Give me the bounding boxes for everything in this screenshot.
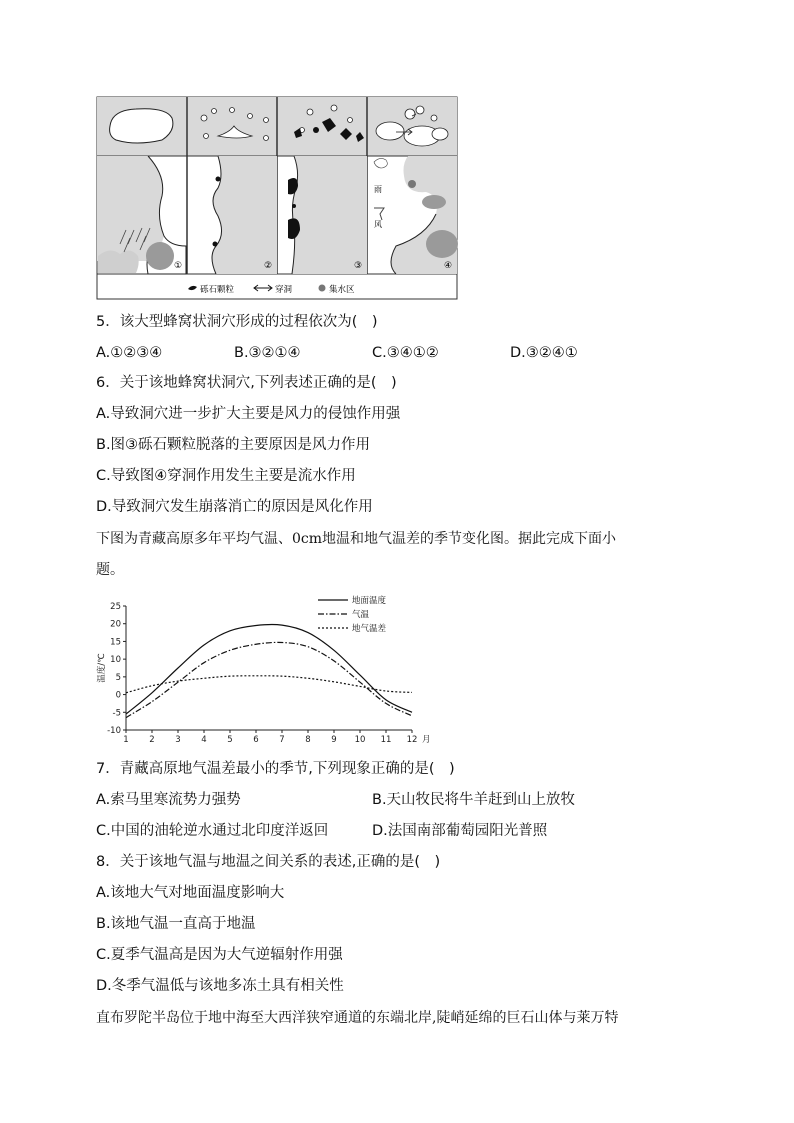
y-tick-label: -10 <box>107 726 121 736</box>
y-tick-label: 0 <box>115 690 121 701</box>
x-tick-label: 11 <box>380 735 392 745</box>
q6-option-c[interactable]: C.导致图④穿洞作用发生主要是流水作用 <box>96 468 356 484</box>
q5-option-d[interactable]: D.③②④① <box>510 345 578 361</box>
y-tick-label: 5 <box>115 672 121 683</box>
y-tick-label: 15 <box>110 637 121 648</box>
panel-2-section <box>212 156 277 274</box>
panel-label-2: ② <box>264 261 273 271</box>
x-tick-label: 12 <box>406 735 418 745</box>
series-line-1 <box>126 624 412 714</box>
q7-option-a[interactable]: A.索马里寒流势力强势 <box>96 792 241 808</box>
q6-stem: 6．关于该地蜂窝状洞穴,下列表述正确的是( ) <box>96 375 397 391</box>
intro2-line1: 下图为青藏高原多年平均气温、0cm地温和地气温差的季节变化图。据此完成下面小 <box>96 531 617 547</box>
x-tick-label: 6 <box>253 735 259 745</box>
wind-label: 风 <box>374 220 382 229</box>
q8-option-d[interactable]: D.冬季气温低与该地多冻土具有相关性 <box>96 978 344 994</box>
x-tick-label: 9 <box>331 735 337 745</box>
q7-stem: 7．青藏高原地气温差最小的季节,下列现象正确的是( ) <box>96 761 455 777</box>
q5-option-c[interactable]: C.③④①② <box>372 345 439 361</box>
x-tick-label: 5 <box>227 735 233 745</box>
x-tick-label: 3 <box>175 735 181 745</box>
series-line-2 <box>126 642 412 717</box>
x-tick-label: 7 <box>279 735 285 745</box>
cave-formation-figure <box>96 96 458 300</box>
q8-stem: 8．关于该地气温与地温之间关系的表述,正确的是( ) <box>96 854 441 870</box>
y-tick-label: 20 <box>110 619 121 630</box>
panel-label-4: ④ <box>444 261 453 271</box>
legend-label-3: 地气温差 <box>352 624 387 634</box>
x-tick-label: 2 <box>149 735 155 745</box>
q6-option-b[interactable]: B.图③砾石颗粒脱落的主要原因是风力作用 <box>96 437 371 453</box>
q8-option-c[interactable]: C.夏季气温高是因为大气逆辐射作用强 <box>96 947 343 963</box>
q8-option-a[interactable]: A.该地大气对地面温度影响大 <box>96 885 285 901</box>
x-tick-label: 8 <box>305 735 311 745</box>
y-tick-label: 10 <box>110 655 121 666</box>
x-tick-label: 1 <box>123 735 129 745</box>
x-tick-label: 10 <box>354 735 366 745</box>
x-tick-label: 4 <box>201 735 207 745</box>
q6-option-d[interactable]: D.导致洞穴发生崩落消亡的原因是风化作用 <box>96 499 373 515</box>
panel-3-section <box>288 156 367 274</box>
svg-text:砾石颗粒: 砾石颗粒 <box>200 285 235 295</box>
q5-option-a[interactable]: A.①②③④ <box>96 345 163 361</box>
panel-label-3: ③ <box>354 261 363 271</box>
x-axis-label: 月 <box>422 735 431 745</box>
y-tick-label: -5 <box>112 708 121 719</box>
q5-stem: 5．该大型蜂窝状洞穴形成的过程依次为( ) <box>96 314 378 330</box>
y-tick-label: 25 <box>110 602 121 612</box>
q7-option-c[interactable]: C.中国的油轮逆水通过北印度洋返回 <box>96 823 329 839</box>
rain-label: 雨 <box>374 185 382 194</box>
legend-label-2: 气温 <box>352 610 370 620</box>
svg-text:穿洞: 穿洞 <box>275 285 293 295</box>
q6-option-a[interactable]: A.导致洞穴进一步扩大主要是风力的侵蚀作用强 <box>96 406 401 422</box>
temperature-chart <box>96 592 446 752</box>
panel-label-1: ① <box>174 261 183 271</box>
q8-option-b[interactable]: B.该地气温一直高于地温 <box>96 916 256 932</box>
intro2-line2: 题。 <box>96 562 124 578</box>
q7-option-b[interactable]: B.天山牧民将牛羊赶到山上放牧 <box>372 792 576 808</box>
svg-text:集水区: 集水区 <box>329 285 355 295</box>
q7-option-d[interactable]: D.法国南部葡萄园阳光普照 <box>372 823 548 839</box>
q5-option-b[interactable]: B.③②①④ <box>234 345 301 361</box>
y-axis-label: 温度/℃ <box>97 653 107 683</box>
legend-label-1: 地面温度 <box>352 596 387 606</box>
intro3-line1: 直布罗陀半岛位于地中海至大西洋狭窄通道的东端北岸,陡峭延绵的巨石山体与莱万特 <box>96 1010 619 1026</box>
panel-1-top-view <box>110 109 173 143</box>
